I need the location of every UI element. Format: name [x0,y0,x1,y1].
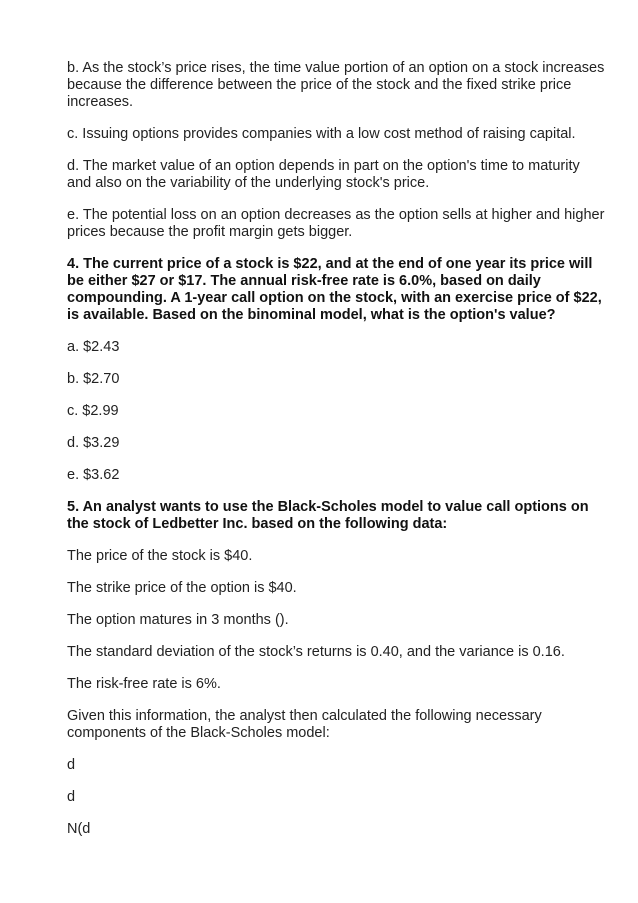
document-page [67,60,607,853]
question-4-answer-b: b. $2.70 [67,371,120,387]
component-d1: d [67,757,76,773]
option-c-statement: c. Issuing options provides companies with a low cost method of raising capital. [67,126,576,142]
question-5: 5. An analyst wants to use the Black-Scholes model to value call options on the stock of Ledbetter Inc. based on the following data: [67,499,589,532]
component-d2: d [67,789,76,805]
question-4-answer-a: a. $2.43 [67,339,120,355]
question-4: 4. The current price of a stock is $22, and at the end of one year its price will be either $27 or $17. The annual risk-free rate is 6.0%, based on daily compounding. A 1-year call option on the stock, with an exercise price of $22, is available. Based on the binominal model, what is the option's value? [67,256,602,323]
data-strike-price: The strike price of the option is $40. [67,580,297,596]
option-d-statement: d. The market value of an option depends in part on the option's time to maturity and also on the variability of the underlying stock's price. [67,158,580,191]
question-4-answer-d: d. $3.29 [67,435,120,451]
option-e-statement: e. The potential loss on an option decreases as the option sells at higher and higher prices because the profit margin gets bigger. [67,207,605,240]
component-n-d1: N(d [67,821,91,837]
question-4-answer-e: e. $3.62 [67,467,120,483]
data-stock-price: The price of the stock is $40. [67,548,253,564]
data-risk-free-rate: The risk-free rate is 6%. [67,676,221,692]
question-4-answer-c: c. $2.99 [67,403,119,419]
components-intro: Given this information, the analyst then calculated the following necessary components of the Black-Scholes model: [67,708,542,741]
data-std-deviation: The standard deviation of the stock’s returns is 0.40, and the variance is 0.16. [67,644,565,660]
option-b-statement: b. As the stock’s price rises, the time value portion of an option on a stock increases because the difference between the price of the stock and the fixed strike price increases. [67,60,605,110]
data-maturity: The option matures in 3 months (). [67,612,289,628]
